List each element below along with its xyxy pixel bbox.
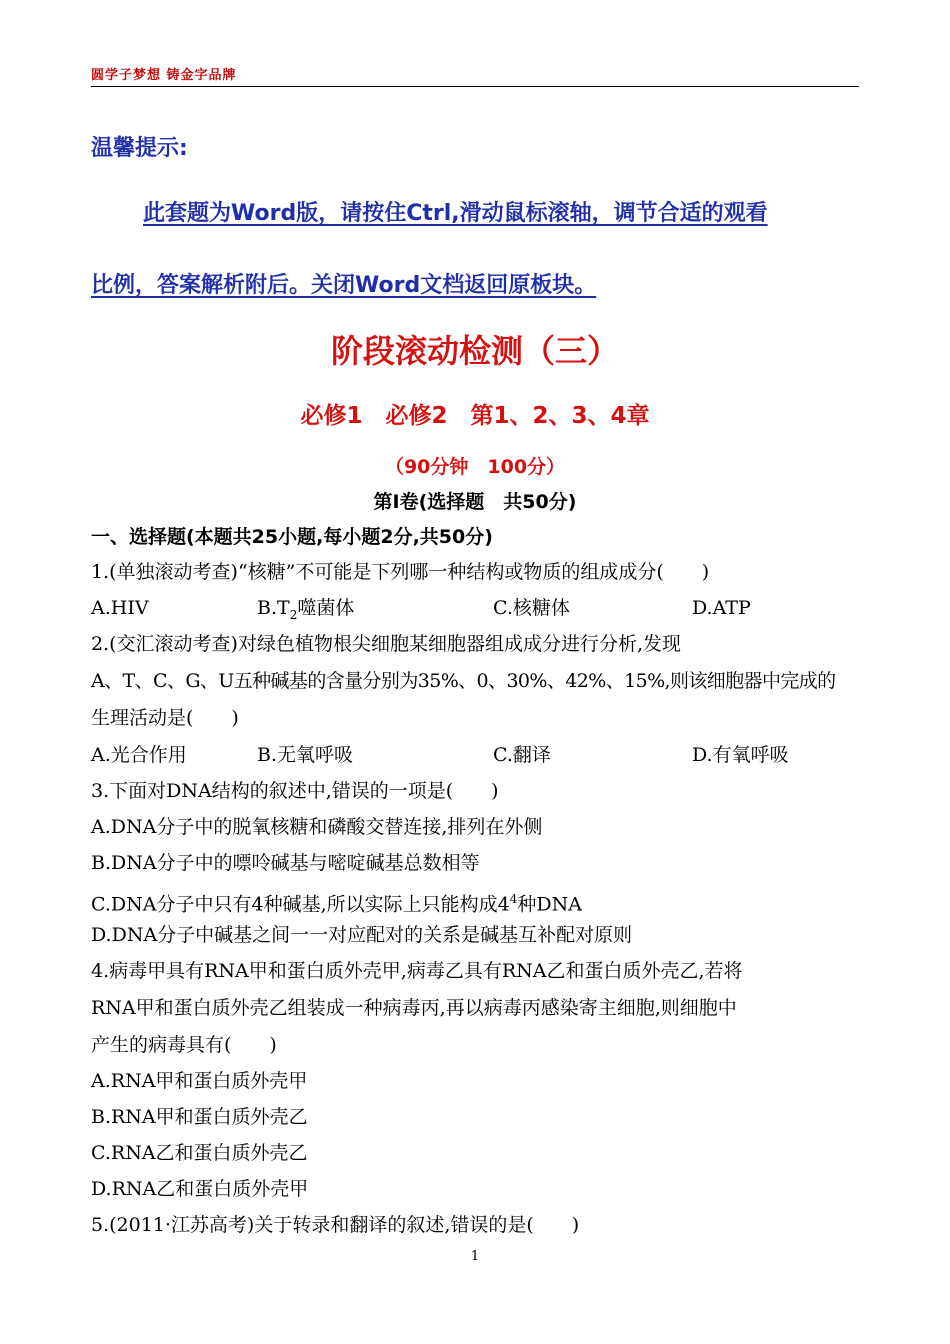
question-1-options — [91, 596, 859, 620]
q3-option-c — [91, 887, 582, 916]
q1-option-b-pre: B.T — [257, 597, 290, 619]
page-header — [91, 64, 859, 87]
q3-option-c-post: 种DNA — [517, 893, 582, 916]
q3-option-a: A.DNA分子中的脱氧核糖和磷酸交替连接,排列在外侧 — [91, 816, 543, 838]
question-2-line-1: 2.(交汇滚动考查)对绿色植物根尖细胞某细胞器组成成分进行分析,发现 — [91, 633, 681, 655]
q1-option-b-post: 噬菌体 — [297, 597, 355, 619]
q1-option-b-sub: 2 — [289, 607, 298, 622]
q3-option-c-pre: C.DNA分子中只有4种碱基,所以实际上只能构成4 — [91, 893, 510, 916]
tip-line-2: 比例，答案解析附后。关闭Word文档返回原板块。 — [91, 273, 597, 298]
document-subtitle: 必修1 必修2 第1、2、3、4章 — [300, 403, 650, 429]
question-5-stem: 5.(2011·江苏高考)关于转录和翻译的叙述,错误的是( ) — [91, 1214, 580, 1236]
question-4-line-1: 4.病毒甲具有RNA甲和蛋白质外壳甲,病毒乙具有RNA乙和蛋白质外壳乙,若将 — [91, 960, 743, 982]
question-4-line-2: RNA甲和蛋白质外壳乙组装成一种病毒丙,再以病毒丙感染寄主细胞,则细胞中 — [91, 997, 737, 1019]
q4-option-c: C.RNA乙和蛋白质外壳乙 — [91, 1142, 308, 1164]
question-2-options — [91, 743, 859, 767]
q3-option-d: D.DNA分子中碱基之间一一对应配对的关系是碱基互补配对原则 — [91, 924, 633, 946]
q2-option-a: A.光合作用 — [91, 744, 187, 766]
q4-option-b: B.RNA甲和蛋白质外壳乙 — [91, 1106, 308, 1128]
question-2-line-2: A、T、C、G、U五种碱基的含量分别为35%、0、30%、42%、15%,则该细胞器中完成的 — [91, 670, 836, 692]
tip-title: 温馨提示: — [91, 136, 188, 161]
question-2-line-3: 生理活动是( ) — [91, 707, 239, 729]
q1-option-c: C.核糖体 — [493, 597, 570, 619]
q2-option-d: D.有氧呼吸 — [692, 744, 789, 766]
question-3-stem: 3.下面对DNA结构的叙述中,错误的一项是( ) — [91, 780, 499, 802]
q3-option-b: B.DNA分子中的嘌呤碱基与嘧啶碱基总数相等 — [91, 852, 480, 874]
q4-option-a: A.RNA甲和蛋白质外壳甲 — [91, 1070, 308, 1092]
q2-option-c: C.翻译 — [493, 744, 551, 766]
question-1-stem: 1.(单独滚动考查)“核糖”不可能是下列哪一种结构或物质的组成成分( ) — [91, 561, 710, 583]
q1-option-d: D.ATP — [692, 597, 751, 619]
q1-option-a: A.HIV — [91, 597, 149, 619]
q1-option-b — [257, 596, 354, 627]
section-heading: 一、选择题(本题共25小题,每小题2分,共50分) — [91, 526, 493, 548]
time-score: （90分钟 100分） — [384, 456, 566, 478]
q4-option-d: D.RNA乙和蛋白质外壳甲 — [91, 1178, 309, 1200]
page-number: 1 — [470, 1249, 480, 1264]
volume-heading: 第Ⅰ卷(选择题 共50分) — [373, 491, 577, 513]
header-brand: 圆学子梦想 铸金字品牌 — [91, 68, 237, 83]
q2-option-b: B.无氧呼吸 — [257, 744, 354, 766]
q3-option-c-sup: 4 — [509, 892, 518, 906]
tip-line-1: 此套题为Word版，请按住Ctrl,滑动鼠标滚轴，调节合适的观看 — [143, 201, 768, 226]
question-4-line-3: 产生的病毒具有( ) — [91, 1034, 277, 1056]
document-title: 阶段滚动检测（三） — [330, 332, 619, 370]
